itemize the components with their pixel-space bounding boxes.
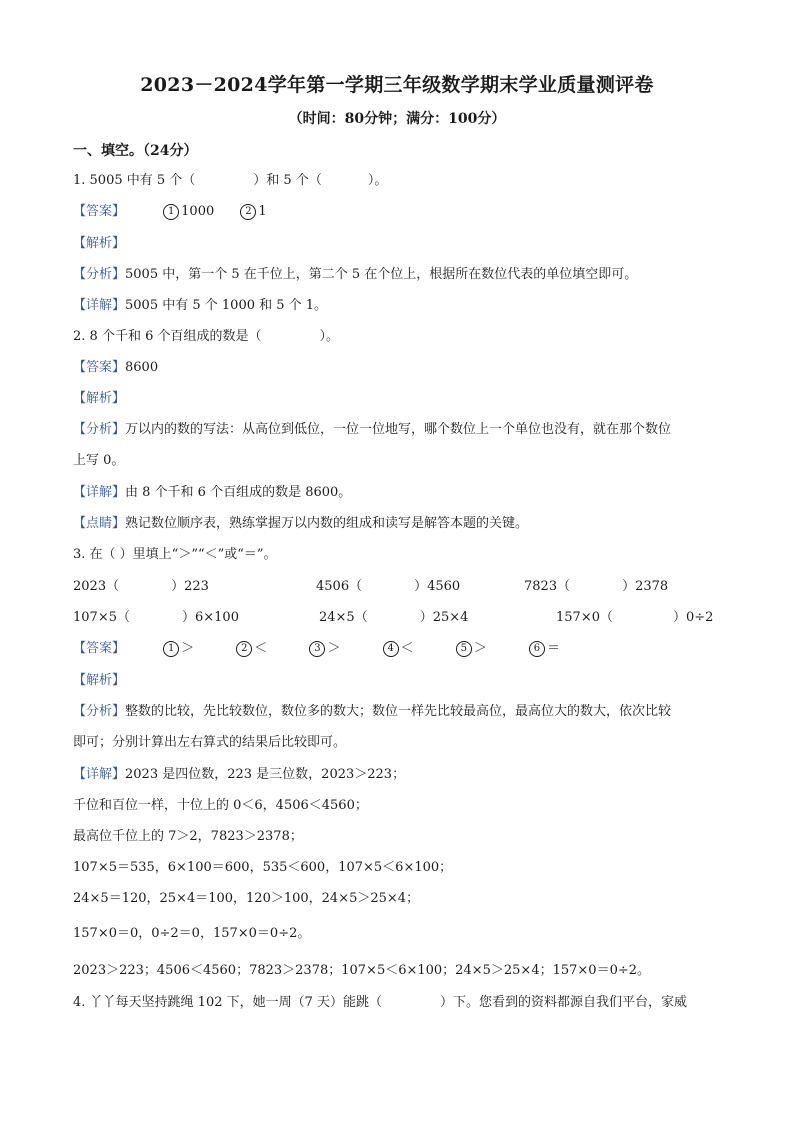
comparison-right: ）6×100 — [181, 610, 239, 625]
fenxi-tag: 【分析】 — [73, 704, 126, 719]
comparison-item — [556, 609, 713, 627]
answer-value: ＜ — [254, 641, 268, 656]
xiangjie-summary: 2023＞223；4506＜4560；7823＞2378；107×5＜6×100；24×5＞25×4；157×0＝0÷2。 — [73, 963, 651, 978]
analysis-tag: 【解析】 — [73, 236, 126, 251]
circled-number-4: 4 — [383, 641, 399, 657]
xiangjie-line: 千位和百位一样，十位上的 0＜6，4506＜4560； — [73, 798, 368, 813]
comparison-item — [524, 578, 668, 596]
question-2-dianjing — [73, 515, 528, 533]
comparison-right: ）4560 — [414, 579, 461, 594]
comparison-item — [73, 578, 209, 596]
page-title: 2023－2024学年第一学期三年级数学期末学业质量测评卷 — [140, 74, 654, 96]
comparison-right: ）25×4 — [419, 610, 469, 625]
q2-stem-part-a: 2. 8 个千和 6 个百组成的数是（ — [73, 329, 262, 344]
q1-stem-part-c: ）。 — [367, 173, 388, 188]
xiangjie-text: 5005 中有 5 个 1000 和 5 个 1。 — [125, 298, 328, 313]
question-2-fenxi — [73, 421, 671, 439]
comparison-left: 4506（ — [316, 579, 363, 594]
answer-tag: 【答案】 — [73, 641, 126, 656]
fenxi-text: 整数的比较，先比较数位，数位多的数大；数位一样先比较最高位，最高位大的数大，依次比较 — [125, 704, 672, 719]
xiangjie-text: 由 8 个千和 6 个百组成的数是 8600。 — [125, 485, 352, 500]
q1-stem-part-b: ）和 5 个（ — [253, 173, 322, 188]
answer-value: ＜ — [400, 641, 414, 656]
analysis-tag: 【解析】 — [73, 673, 126, 688]
circled-number-5: 5 — [456, 641, 472, 657]
fenxi-text: 5005 中，第一个 5 在千位上，第二个 5 在个位上，根据所在数位代表的单位填空即可。 — [125, 267, 638, 282]
xiangjie-line: 107×5＝535，6×100＝600，535＜600，107×5＜6×100； — [73, 860, 453, 875]
question-1-stem — [73, 172, 387, 190]
question-3-answer — [73, 640, 560, 658]
question-1-answer — [73, 203, 267, 221]
comparison-item — [73, 609, 239, 627]
answer-value: 8600 — [125, 360, 159, 375]
question-2-xiangjie — [73, 484, 351, 502]
comparison-left: 107×5（ — [73, 610, 130, 625]
comparison-right: ）223 — [171, 579, 209, 594]
question-1-xiangjie — [73, 297, 327, 315]
analysis-tag: 【解析】 — [73, 391, 126, 406]
fenxi-tag: 【分析】 — [73, 422, 126, 437]
question-3-xiangjie — [73, 766, 405, 784]
q4-stem-part-a: 4. 丫丫每天坚持跳绳 102 下，她一周（7 天）能跳（ — [73, 995, 383, 1010]
comparison-right: ）2378 — [622, 579, 669, 594]
xiangjie-tag: 【详解】 — [73, 485, 126, 500]
q4-stem-part-b: ）下。您看到的资料都源自我们平台，家威 — [440, 995, 688, 1010]
xiangjie-tag: 【详解】 — [73, 298, 126, 313]
q1-stem-part-a: 1. 5005 中有 5 个（ — [73, 173, 196, 188]
comparison-item — [316, 578, 460, 596]
comparison-item — [319, 609, 468, 627]
dianjing-text: 熟记数位顺序表，熟练掌握万以内数的组成和读写是解答本题的关键。 — [125, 516, 529, 531]
fenxi-tag: 【分析】 — [73, 267, 126, 282]
circled-number-1: 1 — [163, 641, 179, 657]
xiangjie-line: 157×0＝0，0÷2＝0，157×0＝0÷2。 — [73, 926, 311, 941]
circled-number-2: 2 — [236, 641, 252, 657]
answer-value: 1000 — [181, 204, 215, 219]
question-3-fenxi-cont: 即可；分别计算出左右算式的结果后比较即可。 — [73, 735, 347, 750]
question-1-fenxi — [73, 266, 637, 284]
comparison-left: 157×0（ — [556, 610, 613, 625]
comparison-right: ）0÷2 — [672, 610, 714, 625]
answer-tag: 【答案】 — [73, 360, 126, 375]
xiangjie-line: 24×5＝120，25×4＝100，120＞100，24×5＞25×4； — [73, 891, 420, 906]
page-subtitle: （时间：80分钟；满分：100分） — [288, 111, 506, 127]
question-2-stem — [73, 328, 339, 346]
answer-value: 1 — [258, 204, 267, 219]
xiangjie-tag: 【详解】 — [73, 767, 126, 782]
circled-number-6: 6 — [529, 641, 545, 657]
question-3-stem: 3. 在（ ）里填上“＞”“＜”或“＝”。 — [73, 547, 277, 562]
answer-value: ＝ — [546, 641, 560, 656]
question-3-fenxi — [73, 703, 671, 721]
xiangjie-text: 2023 是四位数，223 是三位数，2023＞223； — [125, 767, 406, 782]
comparison-left: 24×5（ — [319, 610, 368, 625]
dianjing-tag: 【点睛】 — [73, 516, 126, 531]
answer-value: ＞ — [473, 641, 487, 656]
fenxi-text: 万以内的数的写法：从高位到低位，一位一位地写，哪个数位上一个单位也没有，就在那个数位 — [125, 422, 672, 437]
q2-stem-part-b: ）。 — [319, 329, 339, 344]
question-4-stem — [73, 994, 687, 1012]
answer-tag: 【答案】 — [73, 204, 126, 219]
xiangjie-line: 最高位千位上的 7＞2，7823＞2378； — [73, 829, 303, 844]
question-2-fenxi-cont: 上写 0。 — [73, 453, 125, 468]
answer-value: ＞ — [327, 641, 341, 656]
comparison-left: 2023（ — [73, 579, 120, 594]
answer-value: ＞ — [181, 641, 195, 656]
circled-number-2: 2 — [240, 204, 256, 220]
comparison-left: 7823（ — [524, 579, 571, 594]
section-heading: 一、填空。（24分） — [73, 143, 198, 159]
question-2-answer — [73, 359, 158, 377]
circled-number-1: 1 — [163, 204, 179, 220]
circled-number-3: 3 — [309, 641, 325, 657]
